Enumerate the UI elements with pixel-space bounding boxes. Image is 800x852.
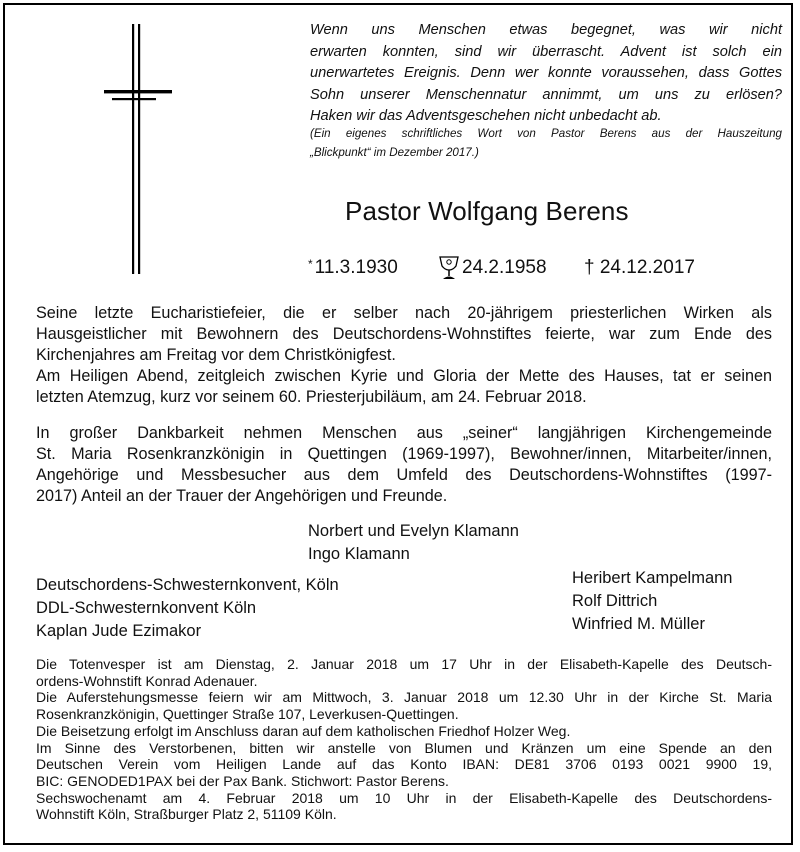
quote-line: unerwartetes Ereignis. Denn wer konnte voraussehen, dass Gottes bbox=[310, 65, 782, 82]
quote-line: erwarten konnten, sind wir überrascht. Advent ist solch ein bbox=[310, 43, 782, 60]
notes-line: Im Sinne des Verstorbenen, bitten wir anstelle von Blumen und Kränzen um eine Spende an den bbox=[36, 739, 772, 756]
quote-source bbox=[310, 124, 782, 162]
chalice-icon bbox=[438, 255, 460, 281]
quote-line: Sohn unserer Menschennatur annimmt, um uns zu erlösen? bbox=[310, 86, 782, 103]
quote-line: Haken wir das Adventsgeschehen nicht unbedacht ab. bbox=[310, 108, 662, 125]
notes-line: Die Totenvesper ist am Dienstag, 2. Januar 2018 um 17 Uhr in der Elisabeth-Kapelle des Deutsch- bbox=[36, 656, 772, 672]
paragraph-line: Am Heiligen Abend, zeitgleich zwischen Kyrie und Gloria der Mette des Hauses, tat er seinen bbox=[36, 367, 772, 385]
notes-line: Wohnstift Köln, Straßburger Platz 2, 51109 Köln. bbox=[36, 806, 337, 823]
birth-date: 11.3.1930 bbox=[314, 257, 398, 278]
notes-line: Die Beisetzung erfolgt im Anschluss daran auf dem katholischen Friedhof Holzer Weg. bbox=[36, 722, 571, 739]
death-symbol: † bbox=[584, 257, 595, 278]
quote-source-line: (Ein eigenes schriftliches Wort von Pastor Berens aus der Hauszeitung bbox=[310, 127, 782, 140]
paragraph-line: Kirchenjahres am Freitag vor dem Christkönigfest. bbox=[36, 346, 396, 364]
signer: DDL-Schwesternkonvent Köln bbox=[36, 599, 257, 617]
paragraph-farewell bbox=[36, 303, 772, 408]
signer: Ingo Klamann bbox=[308, 545, 410, 563]
signer: Rolf Dittrich bbox=[572, 592, 658, 610]
notes-line: BIC: GENODED1PAX bei der Pax Bank. Stichwort: Pastor Berens. bbox=[36, 772, 449, 789]
signers-right bbox=[572, 567, 733, 636]
notes-line: Deutschen Verein vom Heiligen Lande auf das Konto IBAN: DE81 3706 0193 0021 9900 19, bbox=[36, 756, 772, 773]
ordination-date: 24.2.1958 bbox=[462, 257, 547, 278]
notes-line: Rosenkranzkönigin, Quettinger Straße 107, Leverkusen-Quettingen. bbox=[36, 706, 459, 723]
death-date-group bbox=[584, 257, 695, 279]
deceased-name: Pastor Wolfgang Berens bbox=[345, 196, 629, 226]
signer: Deutschordens-Schwesternkonvent, Köln bbox=[36, 576, 339, 594]
birth-symbol: * bbox=[308, 257, 313, 271]
quote-text bbox=[310, 20, 782, 128]
quote-line: Wenn uns Menschen etwas begegnet, was wir nicht bbox=[310, 22, 782, 38]
quote-source-line: „Blickpunkt“ im Dezember 2017.) bbox=[310, 146, 479, 159]
funeral-notes bbox=[36, 656, 772, 823]
paragraph-line: In großer Dankbarkeit nehmen Menschen aus „seiner“ langjährigen Kirchengemeinde bbox=[36, 424, 772, 442]
signers-center bbox=[308, 520, 519, 566]
signers-left bbox=[36, 574, 339, 643]
signer: Winfried M. Müller bbox=[572, 615, 705, 633]
signer: Heribert Kampelmann bbox=[572, 569, 733, 587]
paragraph-line: letzten Atemzug, kurz vor seinem 60. Priesterjubiläum, am 24. Februar 2018. bbox=[36, 388, 587, 406]
cross-icon bbox=[98, 24, 178, 274]
signer: Norbert und Evelyn Klamann bbox=[308, 522, 519, 540]
paragraph-line: Hausgeistlicher mit Bewohnern des Deutschordens-Wohnstiftes feierte, war zum Ende des bbox=[36, 325, 772, 343]
paragraph-line: St. Maria Rosenkranzkönigin in Quettingen (1969-1997), Bewohner/innen, Mitarbeiter/innen, bbox=[36, 445, 772, 463]
birth-date-group bbox=[308, 257, 398, 279]
death-date: 24.12.2017 bbox=[599, 257, 695, 278]
paragraph-line: 2017) Anteil an der Trauer der Angehörigen und Freunde. bbox=[36, 487, 448, 505]
paragraph-gratitude bbox=[36, 423, 772, 507]
signer: Kaplan Jude Ezimakor bbox=[36, 622, 202, 640]
notes-line: Die Auferstehungsmesse feiern wir am Mittwoch, 3. Januar 2018 um 12.30 Uhr in der Kirche St. Maria bbox=[36, 689, 772, 706]
notes-line: Sechswochenamt am 4. Februar 2018 um 10 Uhr in der Elisabeth-Kapelle des Deutschordens- bbox=[36, 789, 772, 806]
paragraph-line: Seine letzte Eucharistiefeier, die er selber nach 20-jährigem priesterlichen Wirken als bbox=[36, 304, 772, 322]
notes-line: ordens-Wohnstift Konrad Adenauer. bbox=[36, 672, 258, 689]
paragraph-line: Angehörige und Messbesucher aus dem Umfeld des Deutschordens-Wohnstiftes (1997- bbox=[36, 466, 772, 484]
